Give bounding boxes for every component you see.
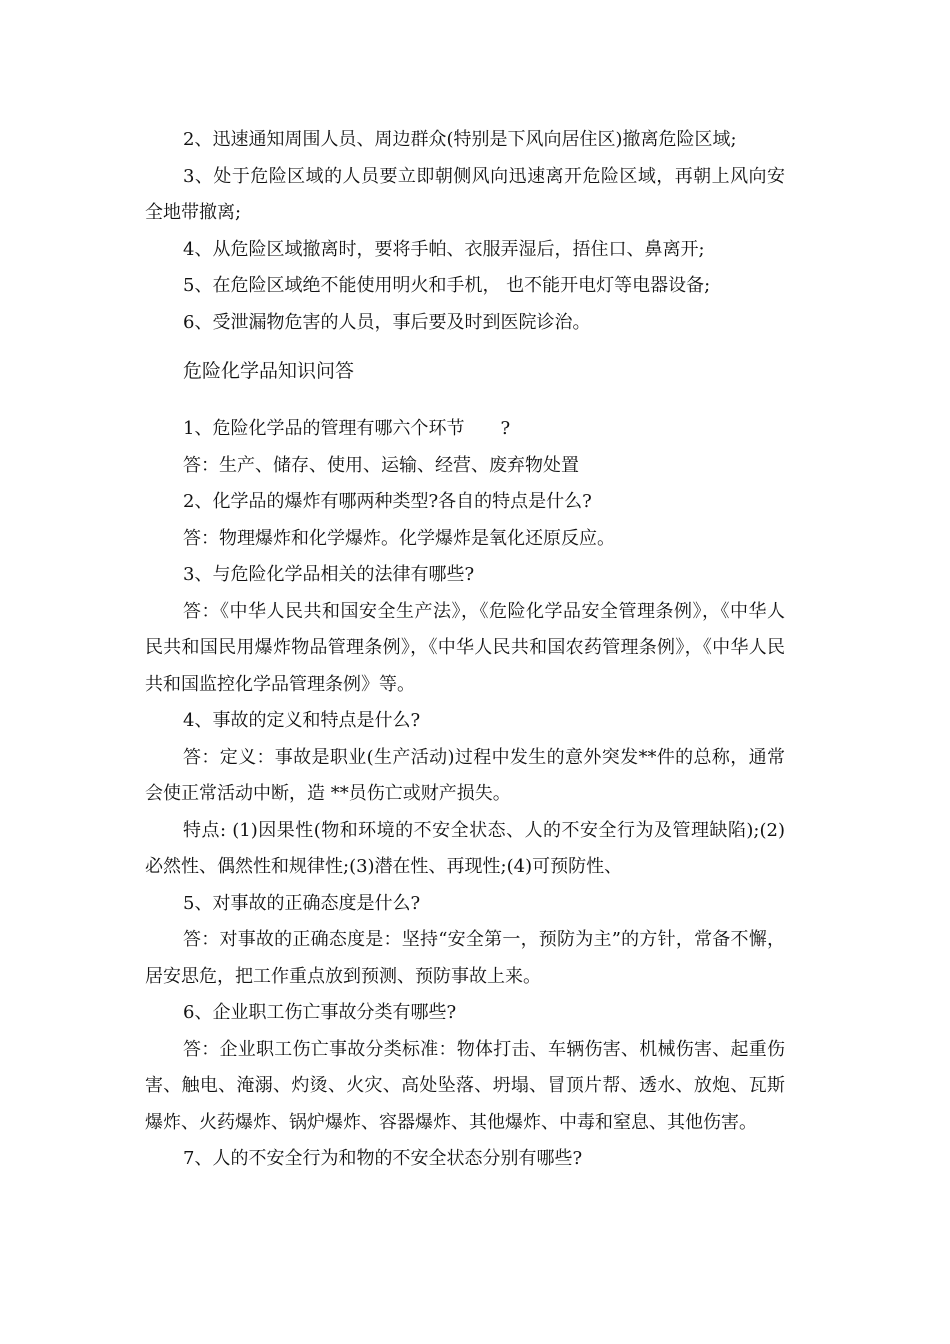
- paragraph: 2、迅速通知周围人员、周边群众(特别是下风向居住区)撤离危险区域;: [183, 129, 737, 150]
- answer: 答：定义：事故是职业(生产活动)过程中发生的意外突发**件的总称，通常会使正常活动中断，造 **员伤亡或财产损失。: [145, 746, 785, 804]
- paragraph: 5、在危险区域绝不能使用明火和手机， 也不能开电灯等电器设备;: [183, 275, 711, 296]
- answer: 答：物理爆炸和化学爆炸。化学爆炸是氧化还原反应。: [183, 527, 615, 549]
- question: 5、对事故的正确态度是什么?: [183, 892, 421, 914]
- question: 4、事故的定义和特点是什么?: [183, 710, 421, 731]
- paragraph: 3、处于危险区域的人员要立即朝侧风向迅速离开危险区域，再朝上风向安全地带撤离;: [145, 165, 785, 223]
- question: 1、危险化学品的管理有哪六个环节 ?: [183, 418, 511, 439]
- question: 3、与危险化学品相关的法律有哪些?: [183, 564, 475, 585]
- answer: 答：对事故的正确态度是：坚持“安全第一，预防为主”的方针，常备不懈，居安思危，把工作重点放到预测、预防事故上来。: [145, 929, 785, 987]
- document-body: [145, 122, 785, 1178]
- section-title: 危险化学品知识问答: [183, 360, 355, 382]
- paragraph: 6、受泄漏物危害的人员，事后要及时到医院诊治。: [183, 311, 591, 333]
- question: 7、人的不安全行为和物的不安全状态分别有哪些?: [183, 1148, 583, 1169]
- question: 2、化学品的爆炸有哪两种类型?各自的特点是什么?: [183, 491, 592, 512]
- paragraph: 4、从危险区域撤离时，要将手帕、衣服弄湿后，捂住口、鼻离开;: [183, 238, 705, 260]
- answer: 答：企业职工伤亡事故分类标准：物体打击、车辆伤害、机械伤害、起重伤害、触电、淹溺、灼烫、火灾、高处坠落、坍塌、冒顶片帮、透水、放炮、瓦斯爆炸、火药爆炸、锅炉爆炸、容器爆炸、其他爆炸、中毒和窒息、其他伤害。: [145, 1038, 785, 1133]
- answer-continuation: 特点: (1)因果性(物和环境的不安全状态、人的不安全行为及管理缺陷);(2)必然性、偶然性和规律性;(3)潜在性、再现性;(4)可预防性、: [145, 819, 785, 877]
- answer: 答：《中华人民共和国安全生产法》，《危险化学品安全管理条例》，《中华人民共和国民用爆炸物品管理条例》，《中华人民共和国农药管理条例》，《中华人民共和国监控化学品管理条例》等。: [145, 600, 785, 695]
- answer: 答：生产、储存、使用、运输、经营、废弃物处置: [183, 454, 579, 476]
- question: 6、企业职工伤亡事故分类有哪些?: [183, 1002, 457, 1023]
